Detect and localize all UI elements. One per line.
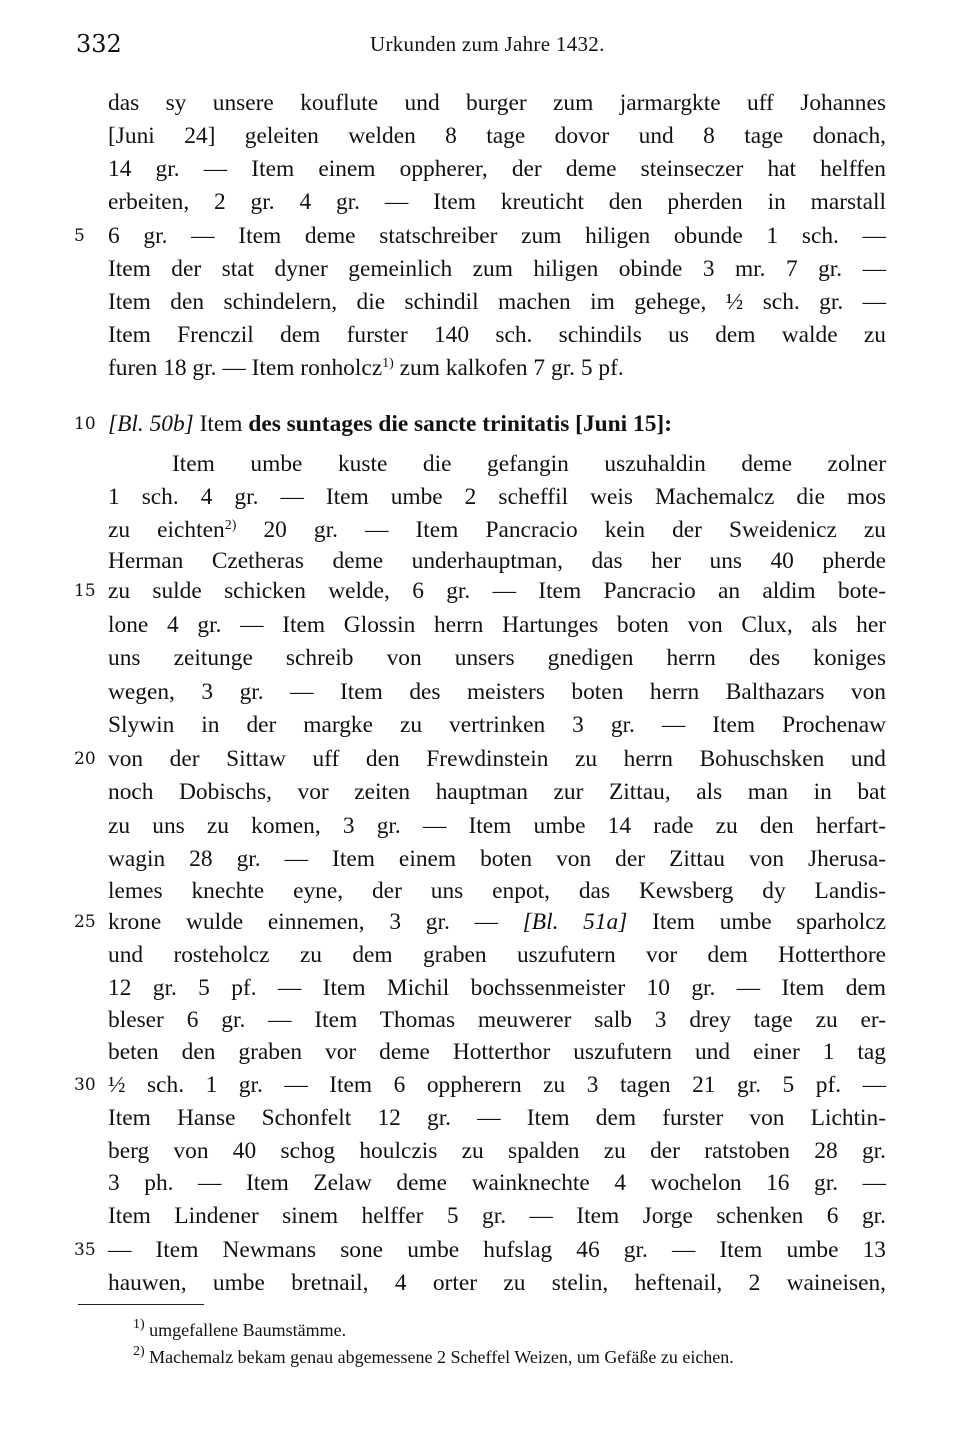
- footnote: [133, 1345, 734, 1369]
- page-number: 332: [76, 30, 122, 58]
- text-line: und rosteholcz zu dem graben uszufutern vor dem Hotterthore: [108, 942, 886, 968]
- footnote-text: Machemalz bekam genau abgemessene 2 Scheffel Weizen, um Gefäße zu eichen.: [149, 1347, 734, 1367]
- text-line: zu sulde schicken welde, 6 gr. — Item Pancracio an aldim bote-: [108, 578, 886, 604]
- text-line: wagin 28 gr. — Item einem boten von der Zittau von Jherusa-: [108, 846, 886, 872]
- text-line: erbeiten, 2 gr. 4 gr. — Item kreuticht den pherden in marstall: [108, 189, 886, 215]
- running-head: Urkunden zum Jahre 1432.: [370, 32, 605, 56]
- footnote-marker: 1): [133, 1317, 145, 1332]
- text-line: lemes knechte eyne, der uns enpot, das Kewsberg dy Landis-: [108, 878, 886, 904]
- text-line: 14 gr. — Item einem oppherer, der deme steinseczer hat helffen: [108, 156, 886, 182]
- footnote-ref: 2): [224, 518, 237, 533]
- text-fragment: 20 gr. — Item Pancracio kein der Sweidenicz zu: [236, 517, 887, 543]
- line-number: 25: [74, 912, 96, 932]
- text-line: Item Hanse Schonfelt 12 gr. — Item dem furster von Lichtin-: [108, 1105, 886, 1131]
- section-heading: des suntages die sancte trinitatis [Juni 15]:: [248, 411, 672, 437]
- text-fragment: Item: [193, 411, 249, 437]
- folio-marker: [Bl. 51a]: [522, 909, 628, 935]
- text-fragment: Item umbe sparholcz: [627, 909, 886, 935]
- text-line: Item Lindener sinem helffer 5 gr. — Item Jorge schenken 6 gr.: [108, 1203, 886, 1229]
- text-line: 12 gr. 5 pf. — Item Michil bochssenmeister 10 gr. — Item dem: [108, 975, 886, 1001]
- line-number: 20: [74, 749, 96, 769]
- text-line: Item den schindelern, die schindil machen im gehege, ½ sch. gr. —: [108, 289, 886, 315]
- text-fragment: zum kalkofen 7 gr. 5 pf.: [393, 355, 624, 381]
- section-heading-line: [108, 409, 886, 440]
- text-line: von der Sittaw uff den Frewdinstein zu herrn Bohuschsken und: [108, 746, 886, 772]
- line-number: 35: [74, 1240, 96, 1260]
- text-line: Item der stat dyner gemeinlich zum hiligen obinde 3 mr. 7 gr. —: [108, 256, 886, 282]
- text-line: Herman Czetheras deme underhauptman, das her uns 40 pherde: [108, 548, 886, 574]
- text-line: hauwen, umbe bretnail, 4 orter zu stelin, heftenail, 2 waineisen,: [108, 1270, 886, 1296]
- footnote-marker: 2): [133, 1344, 145, 1359]
- text-line: [Juni 24] geleiten welden 8 tage dovor und 8 tage donach,: [108, 123, 886, 149]
- text-line: [108, 907, 886, 938]
- line-number: 30: [74, 1075, 96, 1095]
- text-fragment: furen 18 gr. — Item ronholcz: [108, 355, 383, 381]
- text-line: zu uns zu komen, 3 gr. — Item umbe 14 rade zu den herfart-: [108, 813, 886, 839]
- line-number: 15: [74, 581, 96, 601]
- text-line: lone 4 gr. — Item Glossin herrn Hartunges boten von Clux, als her: [108, 612, 886, 638]
- footnote-ref: 1): [382, 356, 394, 371]
- text-line: 6 gr. — Item deme statschreiber zum hiligen obunde 1 sch. —: [108, 223, 886, 249]
- line-number: 10: [74, 414, 96, 434]
- text-line: bleser 6 gr. — Item Thomas meuwerer salb 3 drey tage zu er-: [108, 1007, 886, 1033]
- footnote-text: umgefallene Baumstämme.: [149, 1320, 347, 1340]
- text-fragment: zu eichten: [108, 517, 225, 543]
- text-line: — Item Newmans sone umbe hufslag 46 gr. — Item umbe 13: [108, 1237, 886, 1263]
- text-line: [108, 515, 886, 546]
- text-line: das sy unsere kouflute und burger zum jarmargkte uff Johannes: [108, 90, 886, 116]
- footnote: [133, 1318, 346, 1342]
- text-fragment: krone wulde einnemen, 3 gr. —: [108, 909, 498, 935]
- folio-marker: [Bl. 50b]: [108, 411, 194, 437]
- text-line: 1 sch. 4 gr. — Item umbe 2 scheffil weis Machemalcz die mos: [108, 484, 886, 510]
- text-line: Item Frenczil dem furster 140 sch. schindils us dem walde zu: [108, 322, 886, 348]
- text-line: berg von 40 schog houlczis zu spalden zu der ratstoben 28 gr.: [108, 1138, 886, 1164]
- text-line: wegen, 3 gr. — Item des meisters boten herrn Balthazars von: [108, 679, 886, 705]
- line-number: 5: [74, 226, 85, 246]
- text-line: noch Dobischs, vor zeiten hauptman zur Zittau, als man in bat: [108, 779, 886, 805]
- text-line: 3 ph. — Item Zelaw deme wainknechte 4 wochelon 16 gr. —: [108, 1170, 886, 1196]
- text-line: Item umbe kuste die gefangin uszuhaldin deme zolner: [172, 451, 886, 477]
- text-line: [108, 353, 886, 384]
- text-line: beten den graben vor deme Hotterthor uszufutern und einer 1 tag: [108, 1039, 886, 1065]
- footnote-rule: [78, 1304, 204, 1305]
- text-line: ½ sch. 1 gr. — Item 6 oppherern zu 3 tagen 21 gr. 5 pf. —: [108, 1072, 886, 1098]
- text-line: uns zeitunge schreib von unsers gnedigen herrn des koniges: [108, 645, 886, 671]
- text-line: Slywin in der margke zu vertrinken 3 gr. — Item Prochenaw: [108, 712, 886, 738]
